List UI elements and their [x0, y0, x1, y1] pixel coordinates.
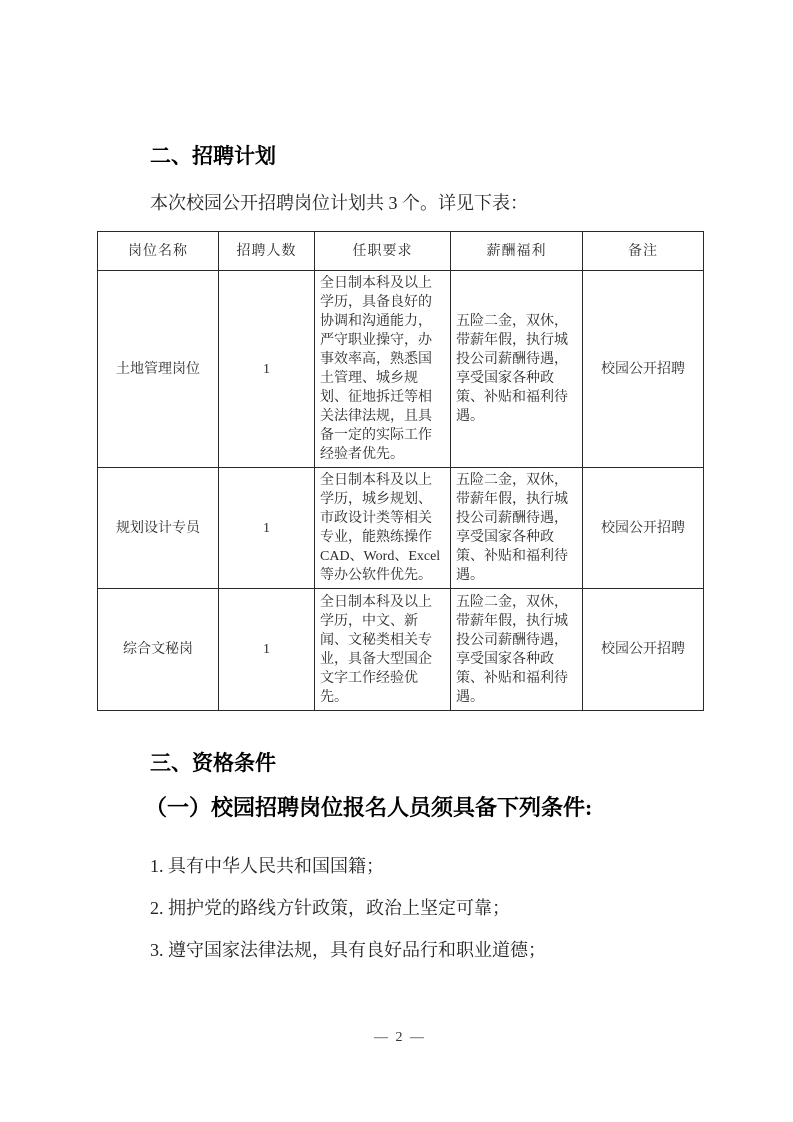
section3-sub-heading: （一）校园招聘岗位报名人员须具备下列条件:	[145, 795, 593, 820]
cell-note: 校园公开招聘	[583, 589, 704, 711]
column-header-count: 招聘人数	[219, 232, 315, 271]
column-header-requirements: 任职要求	[315, 232, 451, 271]
cell-requirements: 全日制本科及以上学历，中文、新闻、文秘类相关专业，具备大型国企文字工作经验优先。	[315, 589, 451, 711]
cell-requirements: 全日制本科及以上学历，具备良好的协调和沟通能力，严守职业操守，办事效率高，熟悉国土管理、城乡规划、征地拆迁等相关法律法规，且具备一定的实际工作经验者优先。	[315, 271, 451, 468]
column-header-position: 岗位名称	[98, 232, 219, 271]
cell-count: 1	[219, 589, 315, 711]
cell-requirements: 全日制本科及以上学历，城乡规划、市政设计类等相关专业，能熟练操作CAD、Word、Excel等办公软件优先。	[315, 468, 451, 589]
cell-benefits: 五险二金，双休，带薪年假，执行城投公司薪酬待遇，享受国家各种政策、补贴和福利待遇。	[451, 589, 583, 711]
cell-note: 校园公开招聘	[583, 468, 704, 589]
cell-benefits: 五险二金，双休，带薪年假，执行城投公司薪酬待遇，享受国家各种政策、补贴和福利待遇。	[451, 468, 583, 589]
cell-position: 规划设计专员	[98, 468, 219, 589]
condition-item-2: 2. 拥护党的路线方针政策，政治上坚定可靠；	[150, 898, 510, 918]
column-header-benefits: 薪酬福利	[451, 232, 583, 271]
section2-intro-paragraph: 本次校园公开招聘岗位计划共 3 个。详见下表：	[150, 193, 528, 213]
table-row	[98, 589, 704, 711]
cell-position: 土地管理岗位	[98, 271, 219, 468]
cell-note: 校园公开招聘	[583, 271, 704, 468]
cell-count: 1	[219, 271, 315, 468]
table-header-row	[98, 232, 704, 271]
cell-count: 1	[219, 468, 315, 589]
table-row	[98, 468, 704, 589]
section2-heading: 二、招聘计划	[150, 145, 276, 168]
section3-heading: 三、资格条件	[150, 752, 276, 775]
page-number: — 2 —	[374, 1030, 426, 1045]
cell-position: 综合文秘岗	[98, 589, 219, 711]
cell-benefits: 五险二金，双休，带薪年假，执行城投公司薪酬待遇，享受国家各种政策、补贴和福利待遇。	[451, 271, 583, 468]
recruitment-plan-table	[97, 231, 704, 711]
condition-item-1: 1. 具有中华人民共和国国籍；	[150, 856, 384, 876]
condition-item-3: 3. 遵守国家法律法规，具有良好品行和职业道德；	[150, 940, 546, 960]
column-header-note: 备注	[583, 232, 704, 271]
table-row	[98, 271, 704, 468]
